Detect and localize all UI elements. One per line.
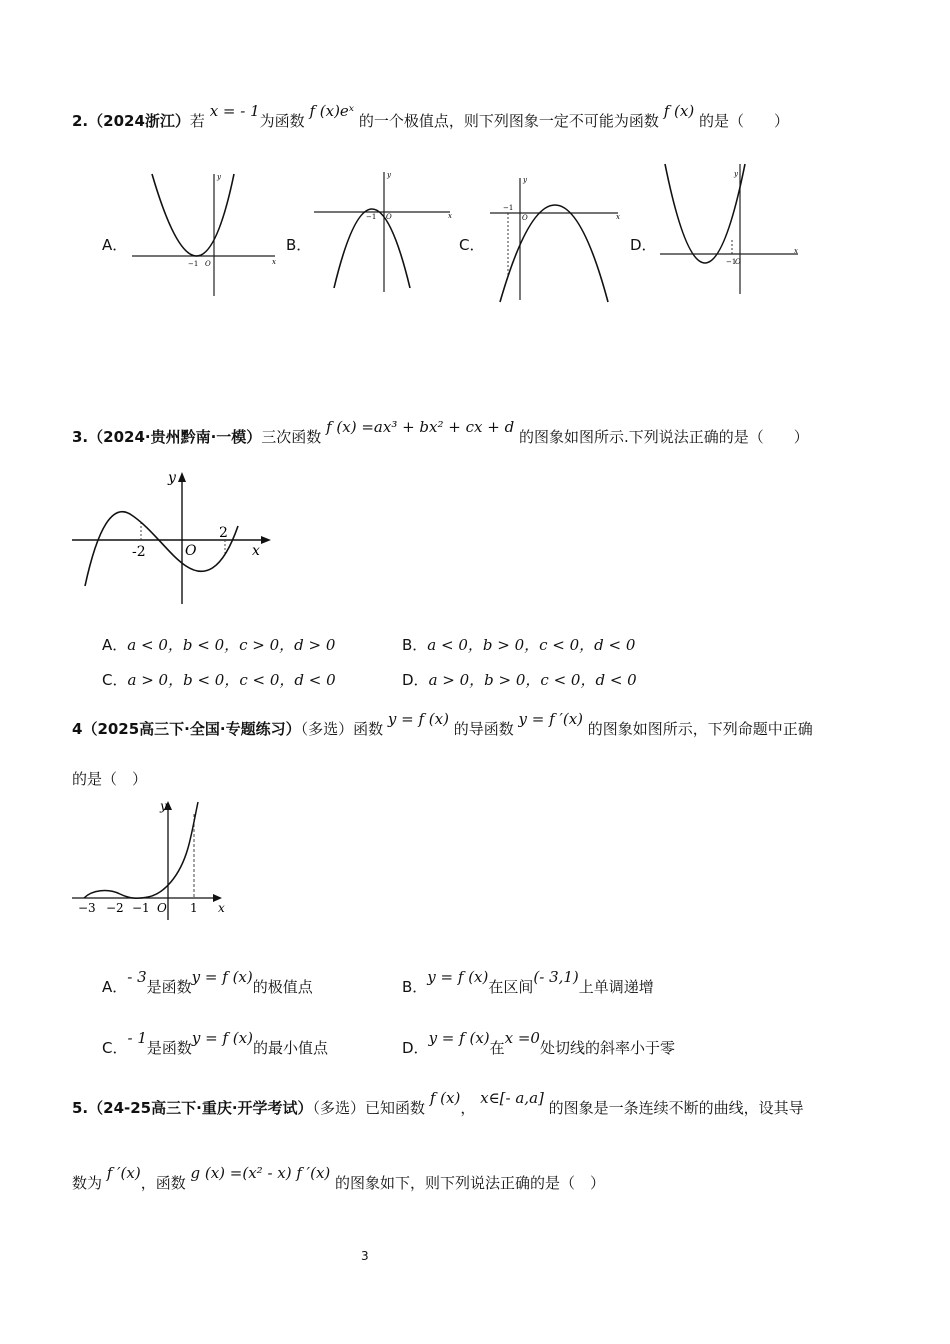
q3-option-b-letter: B． <box>402 636 428 654</box>
q5-stem-line2 <box>72 1164 606 1194</box>
neg1-tick-label: −1 <box>503 204 514 212</box>
two-tick-label: 2 <box>219 525 228 541</box>
neg1-tick-label: −1 <box>188 260 199 268</box>
x-axis-arrow <box>261 536 271 544</box>
q2-number: 2. <box>72 112 89 130</box>
x-axis-label: x <box>616 213 620 221</box>
q4-text2: 的导函数 <box>453 720 514 738</box>
neg3-tick-label: −3 <box>78 901 96 915</box>
q4-source: （2025高三下·全国·专题练习） <box>82 720 301 738</box>
q4-stem-line2 <box>72 768 147 790</box>
q4-option-c-t2: 的最小值点 <box>252 1039 328 1057</box>
q2-option-c-label: C． <box>459 236 485 254</box>
y-axis-label: y <box>217 173 221 181</box>
q3-option-a-letter: A． <box>102 636 128 654</box>
q5-math2: x∈[- a,a] <box>480 1089 544 1107</box>
y-axis-label: y <box>523 176 527 184</box>
q3-option-c-text: a > 0，b < 0，c < 0，d < 0 <box>127 671 336 689</box>
q3-graph <box>68 466 278 608</box>
q4-number: 4 <box>72 720 83 738</box>
origin-label: O <box>522 214 528 222</box>
q4-tag: （多选） <box>300 720 354 738</box>
page-number: 3 <box>361 1249 369 1263</box>
q2-graph-b <box>310 170 460 295</box>
q3-option-c-letter: C． <box>102 671 128 689</box>
x-axis-label: x <box>448 212 452 220</box>
q4-option-a-m1: - 3 <box>127 968 147 986</box>
origin-label: O <box>205 260 211 268</box>
q5-text5: 的图象如下，则下列说法正确的是（ ） <box>335 1174 606 1192</box>
q4-option-a <box>102 968 313 997</box>
y-axis-label: y <box>387 171 391 179</box>
q4-option-d-t1: 在 <box>489 1039 505 1057</box>
neg1-tick-label: −1 <box>132 901 150 915</box>
q2-graph-c <box>486 172 626 304</box>
q3-option-b <box>402 634 635 655</box>
neg1-tick-label: −1 <box>366 213 377 221</box>
y-axis-label: y <box>168 470 176 486</box>
q4-text1: 函数 <box>353 720 384 738</box>
q2-graph-a <box>130 170 280 300</box>
q4-math2: y = f ′(x) <box>518 710 584 728</box>
q5-text2: 的图象是一条连续不断的曲线，设其导 <box>548 1099 804 1117</box>
x-axis-label: x <box>252 543 260 559</box>
q5-math3: f ′(x) <box>106 1164 141 1182</box>
q2-text2: 为函数 <box>259 112 305 130</box>
q3-text1: 三次函数 <box>261 428 322 446</box>
y-axis-arrow <box>178 472 186 482</box>
q4-text3: 的图象如图所示，下列命题中正确 <box>587 720 813 738</box>
q4-option-d-m1: y = f (x) <box>428 1029 490 1047</box>
q4-graph <box>68 796 238 922</box>
origin-label: O <box>185 543 197 559</box>
cubic-curve <box>85 512 238 586</box>
y-axis-label: y <box>734 170 738 178</box>
q4-option-b-letter: B． <box>402 978 428 996</box>
q5-text4: ，函数 <box>140 1174 186 1192</box>
q4-math1: y = f (x) <box>387 710 449 728</box>
q2-option-d-label: D． <box>630 236 657 254</box>
q3-option-c <box>102 669 336 690</box>
q2-math3: f (x) <box>663 102 695 120</box>
q5-math4: g (x) =(x² - x) f ′(x) <box>190 1164 331 1182</box>
q4-option-d-m2: x =0 <box>504 1029 540 1047</box>
q5-sep: ， <box>460 1099 476 1117</box>
q3-text2: 的图象如图所示.下列说法正确的是（ ） <box>518 428 809 446</box>
q3-math: f (x) =ax³ + bx² + cx + d <box>326 418 515 436</box>
parabola-curve <box>665 164 745 263</box>
parabola-curve <box>500 205 608 302</box>
x-axis-label: x <box>218 901 225 915</box>
q3-option-d <box>402 669 637 690</box>
q3-option-a-text: a < 0，b < 0，c > 0，d > 0 <box>127 636 336 654</box>
q4-option-a-t2: 的极值点 <box>252 978 313 996</box>
q2-text4: 的是（ ） <box>698 112 789 130</box>
q2-math2: f (x)eˣ <box>309 102 355 120</box>
q3-number: 3. <box>72 428 89 446</box>
q4-option-c <box>102 1029 328 1058</box>
neg1-tick-label: −1 <box>726 258 737 266</box>
q2-math1: x = - 1 <box>209 102 260 120</box>
q4-option-b-t1: 在区间 <box>488 978 534 996</box>
q4-option-a-m2: y = f (x) <box>191 968 253 986</box>
q4-text4: 的是（ ） <box>72 770 148 788</box>
q4-option-b <box>402 968 654 997</box>
q3-source: （2024·贵州黔南·一模） <box>88 428 262 446</box>
q4-option-d-letter: D． <box>402 1039 429 1057</box>
q4-option-d-t2: 处切线的斜率小于零 <box>539 1039 675 1057</box>
q4-option-c-letter: C． <box>102 1039 128 1057</box>
q2-stem <box>72 102 789 132</box>
q5-math1: f (x) <box>429 1089 461 1107</box>
origin-label: O <box>735 258 741 266</box>
q4-option-a-t1: 是函数 <box>146 978 192 996</box>
y-axis-label: y <box>160 799 167 813</box>
q4-option-c-m1: - 1 <box>127 1029 147 1047</box>
q2-option-b-label: B． <box>286 236 312 254</box>
q5-source: （24-25高三下·重庆·开学考试） <box>88 1099 313 1117</box>
q4-stem-line1 <box>72 710 813 740</box>
origin-label: O <box>386 213 392 221</box>
q4-option-b-m1: y = f (x) <box>427 968 489 986</box>
q2-text1: 若 <box>189 112 205 130</box>
q4-option-c-m2: y = f (x) <box>191 1029 253 1047</box>
origin-label: O <box>157 901 167 915</box>
q5-stem-line1 <box>72 1089 804 1119</box>
q5-text3: 数为 <box>72 1174 103 1192</box>
q3-stem <box>72 418 809 448</box>
q4-option-b-t2: 上单调递增 <box>578 978 654 996</box>
neg2-tick-label: −2 <box>106 901 124 915</box>
q5-text1: 已知函数 <box>365 1099 426 1117</box>
q3-option-b-text: a < 0，b > 0，c < 0，d < 0 <box>427 636 636 654</box>
q2-option-a-label: A． <box>102 236 128 254</box>
derivative-curve <box>84 802 198 898</box>
q2-source: （2024浙江） <box>88 112 190 130</box>
x-axis-label: x <box>272 258 276 266</box>
q3-option-d-text: a > 0，b > 0，c < 0，d < 0 <box>428 671 637 689</box>
q3-option-a <box>102 634 335 655</box>
parabola-curve <box>152 174 234 256</box>
q2-text3: 的一个极值点，则下列图象一定不可能为函数 <box>358 112 659 130</box>
q3-option-d-letter: D． <box>402 671 429 689</box>
q4-option-a-letter: A． <box>102 978 128 996</box>
q5-tag: （多选） <box>312 1099 366 1117</box>
x-axis-label: x <box>794 247 798 255</box>
q4-option-b-m2: (- 3,1) <box>533 968 579 986</box>
q2-graph-d <box>656 160 804 296</box>
q4-option-c-t1: 是函数 <box>146 1039 192 1057</box>
one-tick-label: 1 <box>190 901 198 915</box>
q5-number: 5. <box>72 1099 89 1117</box>
neg2-tick-label: -2 <box>132 544 146 560</box>
q4-option-d <box>402 1029 675 1058</box>
